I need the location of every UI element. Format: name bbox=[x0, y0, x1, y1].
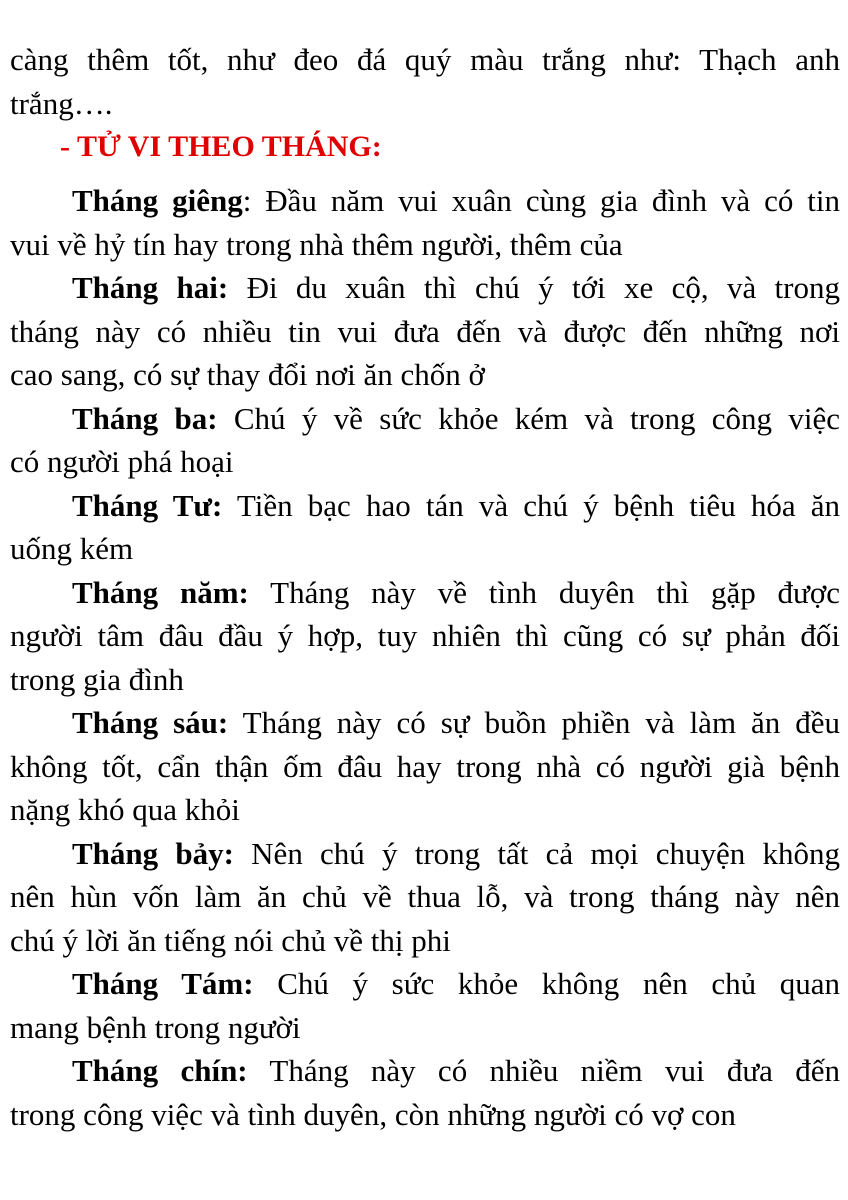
month-label: Tháng ba: bbox=[72, 400, 218, 436]
month-label: Tháng sáu: bbox=[72, 705, 229, 740]
entry-line: trong gia đình bbox=[10, 661, 184, 697]
month-entry bbox=[10, 571, 840, 702]
month-label: Tháng hai: bbox=[72, 270, 229, 305]
month-label: Tháng bảy: bbox=[72, 835, 234, 871]
entry-text: Chú ý về sức khỏe kém và trong công việc bbox=[217, 400, 840, 436]
entry-line: không tốt, cẩn thận ốm đâu hay trong nhà có người già bệnh bbox=[10, 748, 840, 784]
entry-line: nặng khó qua khỏi bbox=[10, 792, 240, 827]
month-separator: : bbox=[242, 183, 252, 218]
entry-first-line bbox=[10, 571, 840, 615]
entry-first-line bbox=[10, 1049, 840, 1093]
document-page bbox=[10, 38, 840, 1136]
intro-line-2: trắng…. bbox=[10, 85, 113, 121]
month-label: Tháng Tám: bbox=[72, 966, 254, 1001]
month-entry bbox=[10, 1049, 840, 1136]
month-entry bbox=[10, 484, 840, 571]
month-entries bbox=[10, 179, 840, 1136]
entry-text: Đi du xuân thì chú ý tới xe cộ, và trong bbox=[228, 270, 840, 305]
entry-text: Nên chú ý trong tất cả mọi chuyện không bbox=[233, 835, 840, 871]
entry-line: vui về hỷ tín hay trong nhà thêm người, thêm của bbox=[10, 226, 623, 262]
month-entry bbox=[10, 701, 840, 832]
entry-line: cao sang, có sự thay đổi nơi ăn chốn ở bbox=[10, 357, 485, 392]
entry-first-line bbox=[10, 397, 840, 441]
month-label: Tháng chín: bbox=[72, 1053, 248, 1088]
month-entry bbox=[10, 397, 840, 484]
entry-line: mang bệnh trong người bbox=[10, 1009, 301, 1045]
entry-first-line bbox=[10, 179, 840, 223]
section-heading: - TỬ VI THEO THÁNG: bbox=[60, 130, 382, 163]
month-entry bbox=[10, 962, 840, 1049]
month-entry bbox=[10, 266, 840, 397]
entry-line: tháng này có nhiều tin vui đưa đến và được đến những nơi bbox=[10, 313, 840, 349]
entry-text: Tháng này có nhiều niềm vui đưa đến bbox=[247, 1053, 840, 1088]
entry-line: người tâm đâu đầu ý hợp, tuy nhiên thì cũng có sự phản đối bbox=[10, 618, 840, 653]
entry-text: Tiền bạc hao tán và chú ý bệnh tiêu hóa ăn bbox=[222, 487, 840, 523]
entry-line: chú ý lời ăn tiếng nói chủ về thị phi bbox=[10, 922, 451, 958]
entry-line: trong công việc và tình duyên, còn những người có vợ con bbox=[10, 1096, 736, 1132]
month-label: Tháng năm: bbox=[72, 574, 249, 610]
entry-line: nên hùn vốn làm ăn chủ về thua lỗ, và trong tháng này nên bbox=[10, 879, 840, 914]
entry-first-line bbox=[10, 701, 840, 745]
entry-first-line bbox=[10, 266, 840, 310]
entry-first-line bbox=[10, 832, 840, 876]
entry-line: uống kém bbox=[10, 531, 134, 566]
entry-text: Chú ý sức khỏe không nên chủ quan bbox=[253, 966, 840, 1001]
month-label: Tháng Tư: bbox=[72, 487, 223, 523]
entry-first-line bbox=[10, 962, 840, 1006]
entry-line: có người phá hoại bbox=[10, 444, 234, 479]
entry-first-line bbox=[10, 484, 840, 528]
entry-text: Tháng này về tình duyên thì gặp được bbox=[248, 574, 841, 610]
month-label: Tháng giêng bbox=[72, 183, 243, 218]
month-entry bbox=[10, 832, 840, 963]
intro-line-1: càng thêm tốt, như đeo đá quý màu trắng như: Thạch anh bbox=[10, 42, 840, 77]
entry-text: Đầu năm vui xuân cùng gia đình và có tin bbox=[251, 183, 840, 218]
entry-text: Tháng này có sự buồn phiền và làm ăn đều bbox=[228, 705, 840, 740]
month-entry bbox=[10, 179, 840, 266]
